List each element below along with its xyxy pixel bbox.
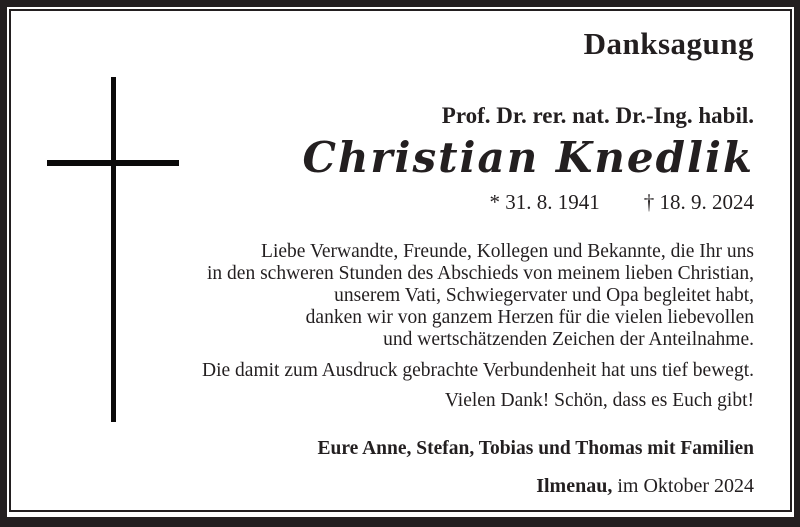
place-name: Ilmenau, bbox=[536, 475, 613, 497]
thanks-line: Liebe Verwandte, Freunde, Kollegen und Bekannte, die Ihr uns bbox=[261, 241, 754, 262]
thanks-exclamation: Vielen Dank! Schön, dass es Euch gibt! bbox=[444, 390, 754, 411]
thanks-paragraph bbox=[207, 241, 754, 351]
cross-horizontal-bar bbox=[47, 160, 179, 166]
cross-vertical-bar bbox=[111, 77, 116, 422]
bond-paragraph: Die damit zum Ausdruck gebrachte Verbundenheit hat uns tief bewegt. bbox=[202, 360, 754, 381]
thanks-line: unserem Vati, Schwiegervater und Opa begleitet habt, bbox=[334, 285, 754, 306]
place-and-date bbox=[536, 475, 754, 498]
thanks-line: und wertschätzenden Zeichen der Anteilnahme. bbox=[383, 329, 754, 350]
academic-title: Prof. Dr. rer. nat. Dr.-Ing. habil. bbox=[441, 103, 754, 128]
life-dates bbox=[490, 190, 755, 215]
thanks-line: danken wir von ganzem Herzen für die vielen liebevollen bbox=[305, 307, 754, 328]
birth-date: * 31. 8. 1941 bbox=[489, 190, 600, 214]
date-text: im Oktober 2024 bbox=[612, 475, 754, 497]
death-date: † 18. 9. 2024 bbox=[643, 190, 754, 214]
notice-title: Danksagung bbox=[583, 26, 754, 61]
deceased-name: Christian Knedlik bbox=[302, 133, 754, 182]
family-signature: Eure Anne, Stefan, Tobias und Thomas mit Familien bbox=[317, 438, 754, 459]
thanks-line: in den schweren Stunden des Abschieds von meinem lieben Christian, bbox=[207, 263, 754, 284]
